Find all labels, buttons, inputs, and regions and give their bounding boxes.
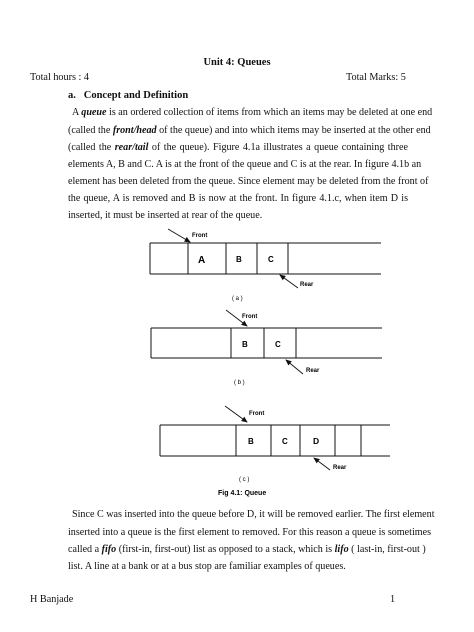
front-label: Front — [242, 314, 258, 320]
text-span: (first-in, first-out) list as opposed to a stack, which is — [116, 544, 335, 555]
cell-label: B — [248, 437, 254, 446]
page-number: 1 — [390, 594, 396, 605]
rear-arrow — [280, 275, 298, 288]
term-fifo: fifo — [101, 544, 117, 555]
queue-diagram-c — [160, 406, 390, 483]
sub-caption: ( c ) — [239, 477, 250, 483]
footer-author: H Banjade — [30, 594, 74, 605]
total-marks: Total Marks: 5 — [346, 72, 406, 83]
queue-diagram-b — [151, 310, 382, 386]
text-line: inserted, it must be inserted at rear of the queue. — [68, 210, 263, 221]
queue-diagram-a — [150, 229, 381, 302]
text-span: of the queue) and into which items may be inserted at the other end — [156, 125, 431, 136]
section-heading: a. Concept and Definition — [68, 90, 189, 101]
rear-arrow — [314, 458, 330, 470]
term-rear-tail: rear/tail — [114, 142, 149, 153]
text-span: called a — [68, 544, 102, 555]
rear-label: Rear — [300, 282, 314, 288]
cell-label: B — [236, 255, 242, 264]
text-span: of the queue). Figure 4.1a illustrates a queue containing three — [148, 142, 408, 153]
cell-label: C — [268, 255, 274, 264]
front-label: Front — [249, 411, 265, 417]
cell-label: C — [275, 340, 281, 349]
rear-label: Rear — [306, 368, 320, 374]
text-line: inserted into a queue is the first element to removed. For this reason a queue is sometimes — [68, 527, 432, 538]
text-line: Since C was inserted into the queue before D, it will be removed earlier. The first element — [72, 509, 435, 520]
cell-label: A — [198, 255, 206, 266]
text-span: is an ordered collection of items from which an items may be deleted at one end — [106, 107, 433, 118]
term-queue: queue — [81, 107, 107, 118]
text-span: ( last-in, first-out ) — [348, 544, 426, 555]
text-line: the queue, A is removed and B is now at the front. In figure 4.1.c, when item D is — [68, 193, 408, 204]
cell-label: B — [242, 340, 248, 349]
rear-label: Rear — [333, 465, 347, 471]
rear-arrow — [286, 360, 303, 374]
text-span: (called the — [68, 142, 115, 153]
sub-caption: ( b ) — [234, 380, 245, 386]
front-arrow — [168, 229, 190, 242]
text-line — [68, 543, 426, 557]
text-line: element has been deleted from the queue. Since element may be deleted from the front of — [68, 176, 429, 187]
figure-caption: Fig 4.1: Queue — [218, 490, 267, 497]
total-hours: Total hours : 4 — [30, 72, 89, 83]
cell-label: D — [313, 436, 320, 446]
text-line: elements A, B and C. A is at the front of the queue and C is at the rear. In figure 4.1b an — [68, 159, 422, 170]
term-front-head: front/head — [112, 125, 157, 136]
term-lifo: lifo — [334, 544, 349, 555]
text-span: A — [72, 107, 82, 118]
front-label: Front — [192, 233, 208, 239]
text-span: (called the — [68, 125, 113, 136]
cell-label: C — [282, 437, 288, 446]
page-title: Unit 4: Queues — [203, 57, 271, 68]
front-arrow — [225, 406, 247, 422]
sub-caption: ( a ) — [232, 296, 243, 302]
text-line: list. A line at a bank or at a bus stop are familiar examples of queues. — [68, 561, 346, 572]
